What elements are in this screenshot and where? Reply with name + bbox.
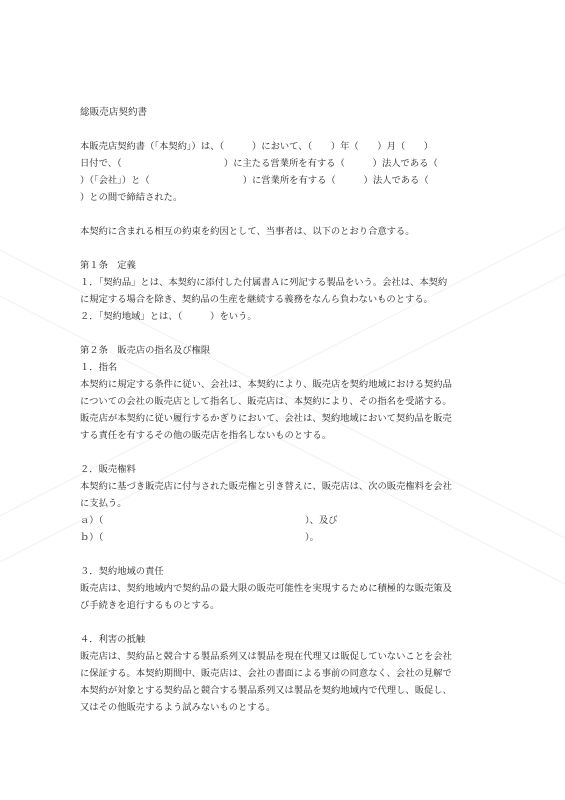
section-line: 又はその他販売するよう試みないものとする。 xyxy=(80,702,276,713)
article-heading: 第１条 定義 xyxy=(80,260,136,271)
preamble-line: 本販売店契約書（「本契約」）は、（ ）において、（ ）年（ ）月（ ） xyxy=(80,141,434,152)
fee-item-right: ）。 xyxy=(305,532,319,543)
section-line: 販売店は、契約地域内で契約品の最大限の販売可能性を実現するために積極的な販売策及 xyxy=(80,583,452,594)
article-line: に規定する場合を除き、契約品の生産を継続する義務をなんら負わないものとする。 xyxy=(80,294,433,305)
agreement-clause: 本契約に含まれる相互の約束を約因として、当事者は、以下のとおり合意する。 xyxy=(80,226,415,237)
section-heading: ３．契約地域の責任 xyxy=(80,566,164,577)
section-heading: １．指名 xyxy=(80,362,118,373)
section-line: に保証する。本契約期間中、販売店は、会社の書面による事前の同意なく、会社の見解で xyxy=(80,668,452,679)
article-2 xyxy=(80,342,500,716)
fee-item xyxy=(80,529,500,546)
article-line: １．「契約品」とは、本契約に添付した付属書Ａに列記する製品をいう。会社は、本契約 xyxy=(80,277,448,288)
fee-item-left: ａ）（ xyxy=(80,515,104,526)
section-line: する責任を有するその他の販売店を指名しないものとする。 xyxy=(80,430,332,441)
preamble-line: 日付で、（ ）に主たる営業所を有する（ ）法人である（ xyxy=(80,158,438,169)
article-1 xyxy=(80,257,500,325)
section-heading: ２．販売権料 xyxy=(80,464,136,475)
section-heading: ４．利害の抵触 xyxy=(80,634,146,645)
fee-item-right: ）、及び xyxy=(305,515,338,526)
preamble xyxy=(80,138,500,206)
fee-item xyxy=(80,512,500,529)
document-page xyxy=(80,104,500,716)
section-line: 本契約に規定する条件に従い、会社は、本契約により、販売店を契約地域における契約品 xyxy=(80,379,452,390)
section-line: 販売店が本契約に従い履行するかぎりにおいて、会社は、契約地域において契約品を販売 xyxy=(80,413,452,424)
preamble-line: ）（「会社」）と（ ）に営業所を有する（ ）法人である（ xyxy=(80,175,429,186)
fee-item-left: ｂ）（ xyxy=(80,532,104,543)
document-title: 総販売店契約書 xyxy=(80,107,148,118)
preamble-line: ）との間で締結された。 xyxy=(80,192,183,203)
section-line: に支払う。 xyxy=(80,498,127,509)
article-heading: 第２条 販売店の指名及び権限 xyxy=(80,345,211,356)
section-line: についての会社の販売店として指名し、販売店は、本契約により、その指名を受諾する。 xyxy=(80,396,452,407)
section-line: 本契約に基づき販売店に付与された販売権と引き替えに、販売店は、次の販売権料を会社 xyxy=(80,481,452,492)
section-line: 本契約が対象とする契約品と競合する製品系列又は製品を契約地域内で代理し、販促し、 xyxy=(80,685,452,696)
section-line: び手続きを追行するものとする。 xyxy=(80,600,220,611)
section-line: 販売店は、契約品と競合する製品系列又は製品を現在代理又は販促していないことを会社 xyxy=(80,651,452,662)
article-line: ２．「契約地域」とは、（ ）をいう。 xyxy=(80,311,257,322)
